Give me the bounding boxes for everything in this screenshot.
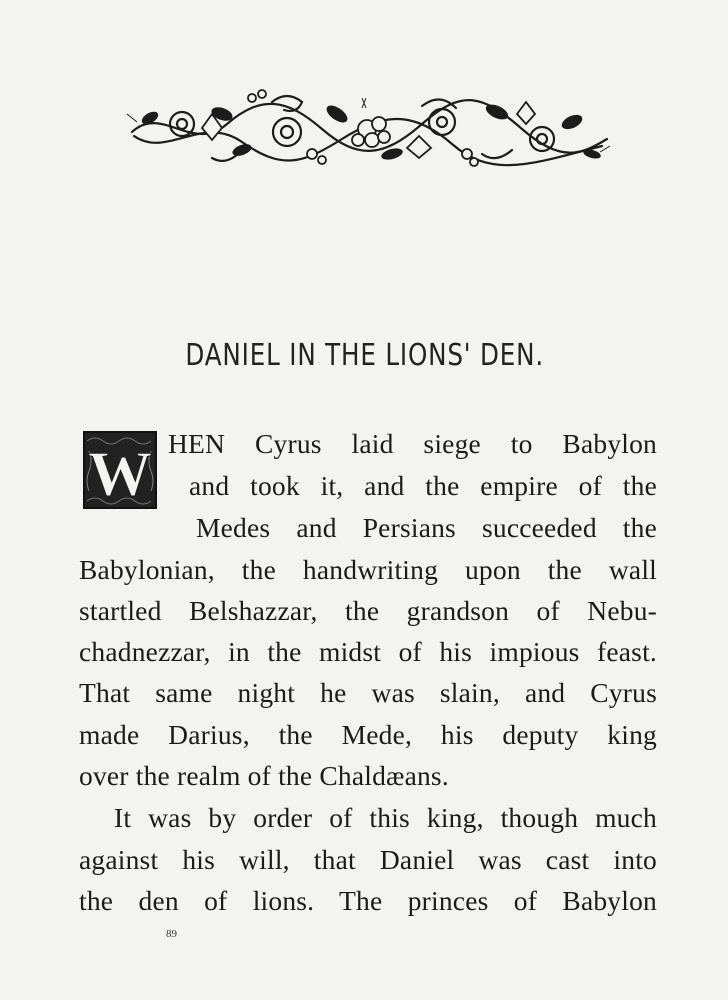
paragraph1-line-5: startled Belshazzar, the grandson of Nebu-	[79, 595, 657, 626]
paragraph1-line-4: Babylonian, the handwriting upon the wall	[79, 554, 657, 585]
paragraph1-line-2: and took it, and the empire of the	[189, 470, 657, 501]
first-word-rest: HEN	[168, 428, 226, 459]
ornate-drop-cap-icon	[83, 431, 157, 509]
paragraph2-line-3: the den of lions. The princes of Babylon	[79, 885, 657, 916]
paragraph1-line-3: Medes and Persians succeeded the	[196, 512, 657, 543]
paragraph1-line-1: HEN Cyrus laid siege to Babylon	[168, 428, 658, 459]
page-number: 89	[166, 928, 177, 940]
drop-cap-letter: W	[88, 438, 152, 509]
chapter-title: DANIEL IN THE LIONS' DEN.	[185, 338, 544, 373]
paragraph2-line-2: against his will, that Daniel was cast into	[79, 844, 657, 875]
paragraph1-line-7: That same night he was slain, and Cyrus	[79, 677, 657, 708]
paragraph2-line-1: It was by order of this king, though much	[114, 802, 657, 833]
paragraph1-line-6: chadnezzar, in the midst of his impious feast.	[79, 636, 657, 667]
floral-header-ornament-icon	[122, 84, 612, 174]
paragraph1-line-9: over the realm of the Chaldæans.	[79, 760, 449, 791]
paragraph1-line-8: made Darius, the Mede, his deputy king	[79, 719, 657, 750]
